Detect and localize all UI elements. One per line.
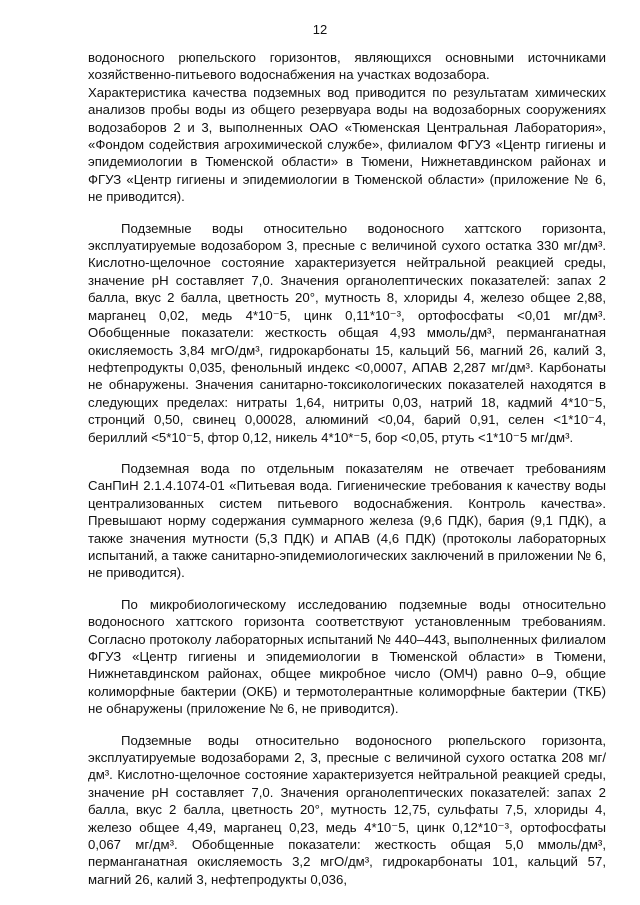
page-number: 12 [312, 22, 328, 37]
document-body [88, 49, 606, 888]
paragraph-3: Подземные воды относительно водоносного хаттского горизонта, эксплуатируемые водозабором 3, пресные с величиной сухого остатка 330 мг/дм³. Кислотно-щелочное состояние характеризуется нейтральной реакцией среды, значение рН составляет 7,0. Значения органолептических показателей: запах 2 балла, вкус 2 балла, цветность 20°, мутность 8, хлориды 4, железо общее 2,88, марганец 0,02, медь 4*10⁻5, цинк 0,11*10⁻³, ортофосфаты <0,01 мг/дм³. Обобщенные показатели: жесткость общая 4,93 ммоль/дм³, перманганатная окисляемость 3,84 мгO/дм³, гидрокарбонаты 15, кальций 56, магний 26, калий 3, нефтепродукты 0,035, фенольный индекс <0,0007, АПАВ 2,287 мг/дм³. Карбонаты не обнаружены. Значения санитарно-токсикологических показателей находятся в следующих пределах: нитраты 1,64, нитриты 0,03, натрий 18, кадмий 4*10⁻5, стронций 0,50, свинец 0,00028, алюминий <0,04, барий 0,91, селен <1*10⁻4, бериллий <5*10⁻5, фтор 0,12, никель 4*10*⁻5, бор <0,05, ртуть <1*10⁻5 мг/дм³. [88, 220, 606, 445]
paragraph-6: Подземные воды относительно водоносного рюпельского горизонта, эксплуатируемые водозаборами 2, 3, пресные с величиной сухого остатка 208 мг/дм³. Кислотно-щелочное состояние характеризуется нейтральной реакцией среды, значение рН составляет 7,0. Значения органолептических показателей: запах 2 балла, вкус 2 балла, цветность 20°, мутность 12,75, сульфаты 7,5, хлориды 4, железо общее 4,49, марганец 0,23, медь 4*10⁻5, цинк 0,12*10⁻³, ортофосфаты 0,067 мг/дм³. Обобщенные показатели: жесткость общая 5,0 ммоль/дм³, перманганатная окисляемость 3,2 мгO/дм³, гидрокарбонаты 101, кальций 57, магний 26, калий 3, нефтепродукты 0,036, [88, 732, 606, 887]
paragraph-4: Подземная вода по отдельным показателям не отвечает требованиям СанПиН 2.1.4.1074-01 «Питьевая вода. Гигиенические требования к качеству воды централизованных систем питьевого водоснабжения. Контроль качества». Превышают норму содержания суммарного железа (9,6 ПДК), бария (9,1 ПДК), а также значения мутности (5,3 ПДК) и АПАВ (4,6 ПДК) (протоколы лабораторных испытаний, а также санитарно-эпидемиологических заключений в приложении № 6, не приводится). [88, 460, 606, 581]
paragraph-2: Характеристика качества подземных вод приводится по результатам химических анализов пробы воды из общего резервуара воды на водозаборных сооружениях водозаборов 2 и 3, выполненных ОАО «Тюменская Центральная Лаборатория», «Фондом содействия агрохимической службе», филиалом ФГУЗ «Центр гигиены и эпидемиологии в Тюменской области» в Тюмени, Нижнетавдинском районах и ФГУЗ «Центр гигиены и эпидемиологии в Тюменской области» (приложение № 6, не приводится). [88, 84, 606, 205]
paragraph-5: По микробиологическому исследованию подземные воды относительно водоносного хаттского горизонта соответствуют установленным требованиям. Согласно протоколу лабораторных испытаний № 440–443, выполненных филиалом ФГУЗ «Центр гигиены и эпидемиологии в Тюменской области» в Тюмени, Нижнетавдинском районах, общее микробное число (ОМЧ) равно 0–9, общие колиморфные бактерии (ОКБ) и термотолерантные колиморфные бактерии (ТКБ) не обнаружены (приложение № 6, не приводится). [88, 596, 606, 717]
paragraph-1: водоносного рюпельского горизонтов, являющихся основными источниками хозяйственно-питьевого водоснабжения на участках водозабора. [88, 50, 606, 83]
